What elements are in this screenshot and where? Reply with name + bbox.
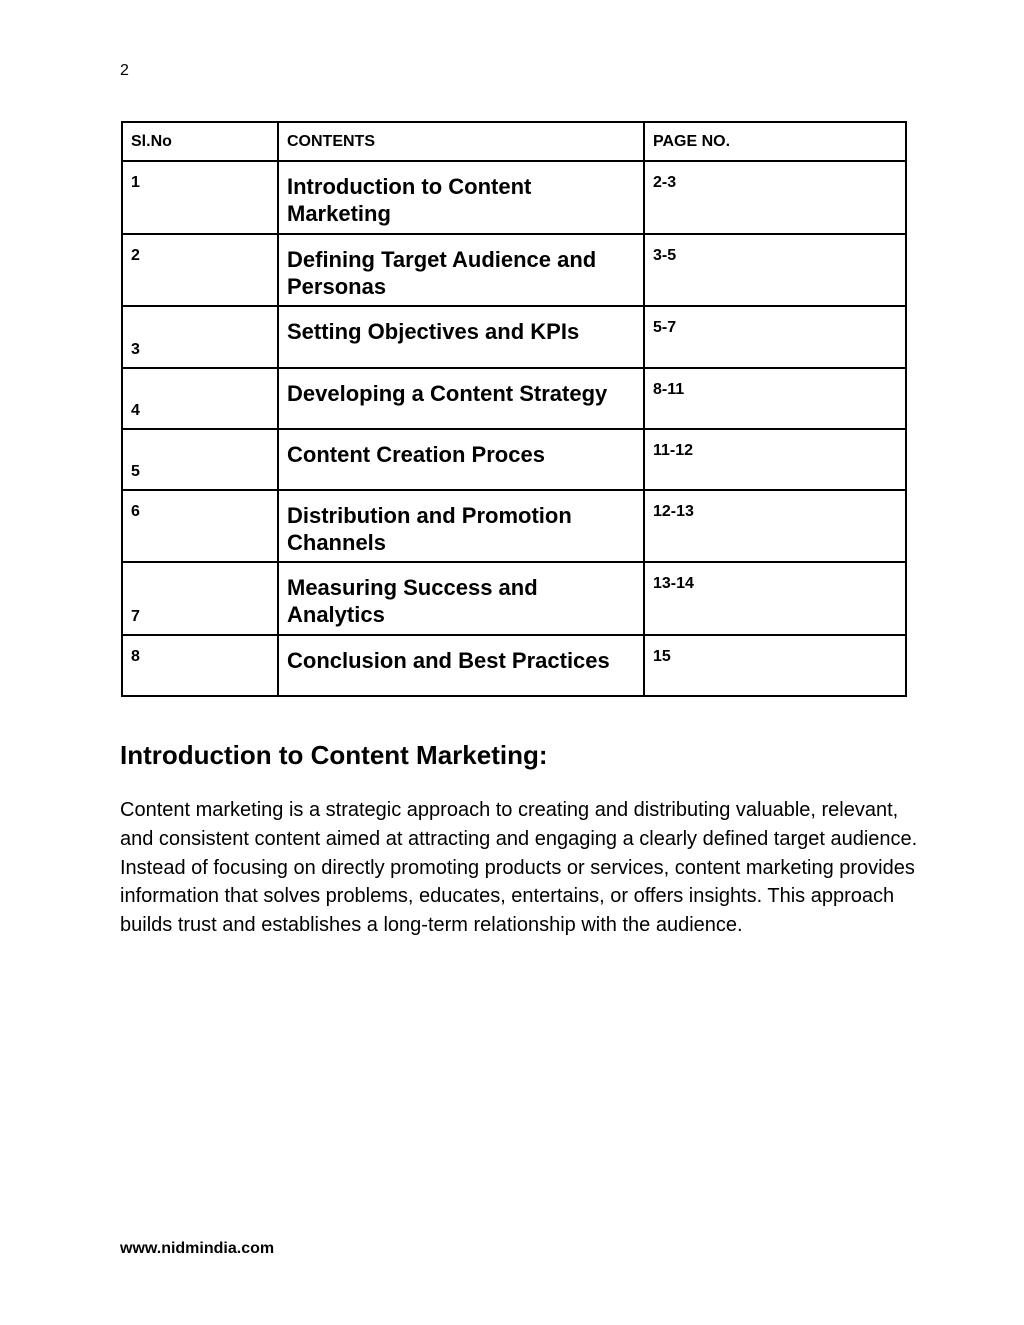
table-row xyxy=(122,635,906,696)
section-heading: Introduction to Content Marketing: xyxy=(120,740,548,770)
section-body: Content marketing is a strategic approach to creating and distributing valuable, relevant, and consistent content aimed at attracting and engaging a clearly defined target audience. Instead of focusing on directly promoting products or services, content marketing provides information that solves problems, educates, entertains, or offers insights. This approach builds trust and establishes a long-term relationship with the audience. xyxy=(120,799,918,937)
table-row xyxy=(122,368,906,429)
toc-page: 13-14 xyxy=(644,562,906,635)
toc-page: 5-7 xyxy=(644,306,906,368)
toc-page: 11-12 xyxy=(644,429,906,490)
toc-title: Measuring Success and Analytics xyxy=(278,562,644,635)
toc-slno: 8 xyxy=(122,635,278,696)
toc-title: Developing a Content Strategy xyxy=(278,368,644,429)
toc-page: 3-5 xyxy=(644,234,906,306)
toc-header-contents: CONTENTS xyxy=(278,122,644,161)
toc-header-slno: Sl.No xyxy=(122,122,278,161)
toc-slno: 4 xyxy=(122,368,278,429)
toc-slno: 7 xyxy=(122,562,278,635)
toc-title: Introduction to Content Marketing xyxy=(278,161,644,234)
toc-title: Defining Target Audience and Personas xyxy=(278,234,644,306)
table-of-contents xyxy=(121,121,907,697)
toc-slno: 1 xyxy=(122,161,278,234)
table-row xyxy=(122,490,906,562)
toc-title: Distribution and Promotion Channels xyxy=(278,490,644,562)
toc-title: Setting Objectives and KPIs xyxy=(278,306,644,368)
toc-slno: 6 xyxy=(122,490,278,562)
table-row xyxy=(122,234,906,306)
table-row xyxy=(122,429,906,490)
toc-slno: 5 xyxy=(122,429,278,490)
toc-header-row xyxy=(122,122,906,161)
page-number: 2 xyxy=(120,62,129,79)
table-row xyxy=(122,306,906,368)
toc-title: Content Creation Proces xyxy=(278,429,644,490)
toc-slno: 2 xyxy=(122,234,278,306)
toc-header-page: PAGE NO. xyxy=(644,122,906,161)
toc-page: 8-11 xyxy=(644,368,906,429)
toc-page: 2-3 xyxy=(644,161,906,234)
toc-title: Conclusion and Best Practices xyxy=(278,635,644,696)
toc-page: 15 xyxy=(644,635,906,696)
toc-page: 12-13 xyxy=(644,490,906,562)
table-row xyxy=(122,161,906,234)
table-row xyxy=(122,562,906,635)
footer-website-link[interactable]: www.nidmindia.com xyxy=(120,1240,275,1257)
toc-slno: 3 xyxy=(122,306,278,368)
